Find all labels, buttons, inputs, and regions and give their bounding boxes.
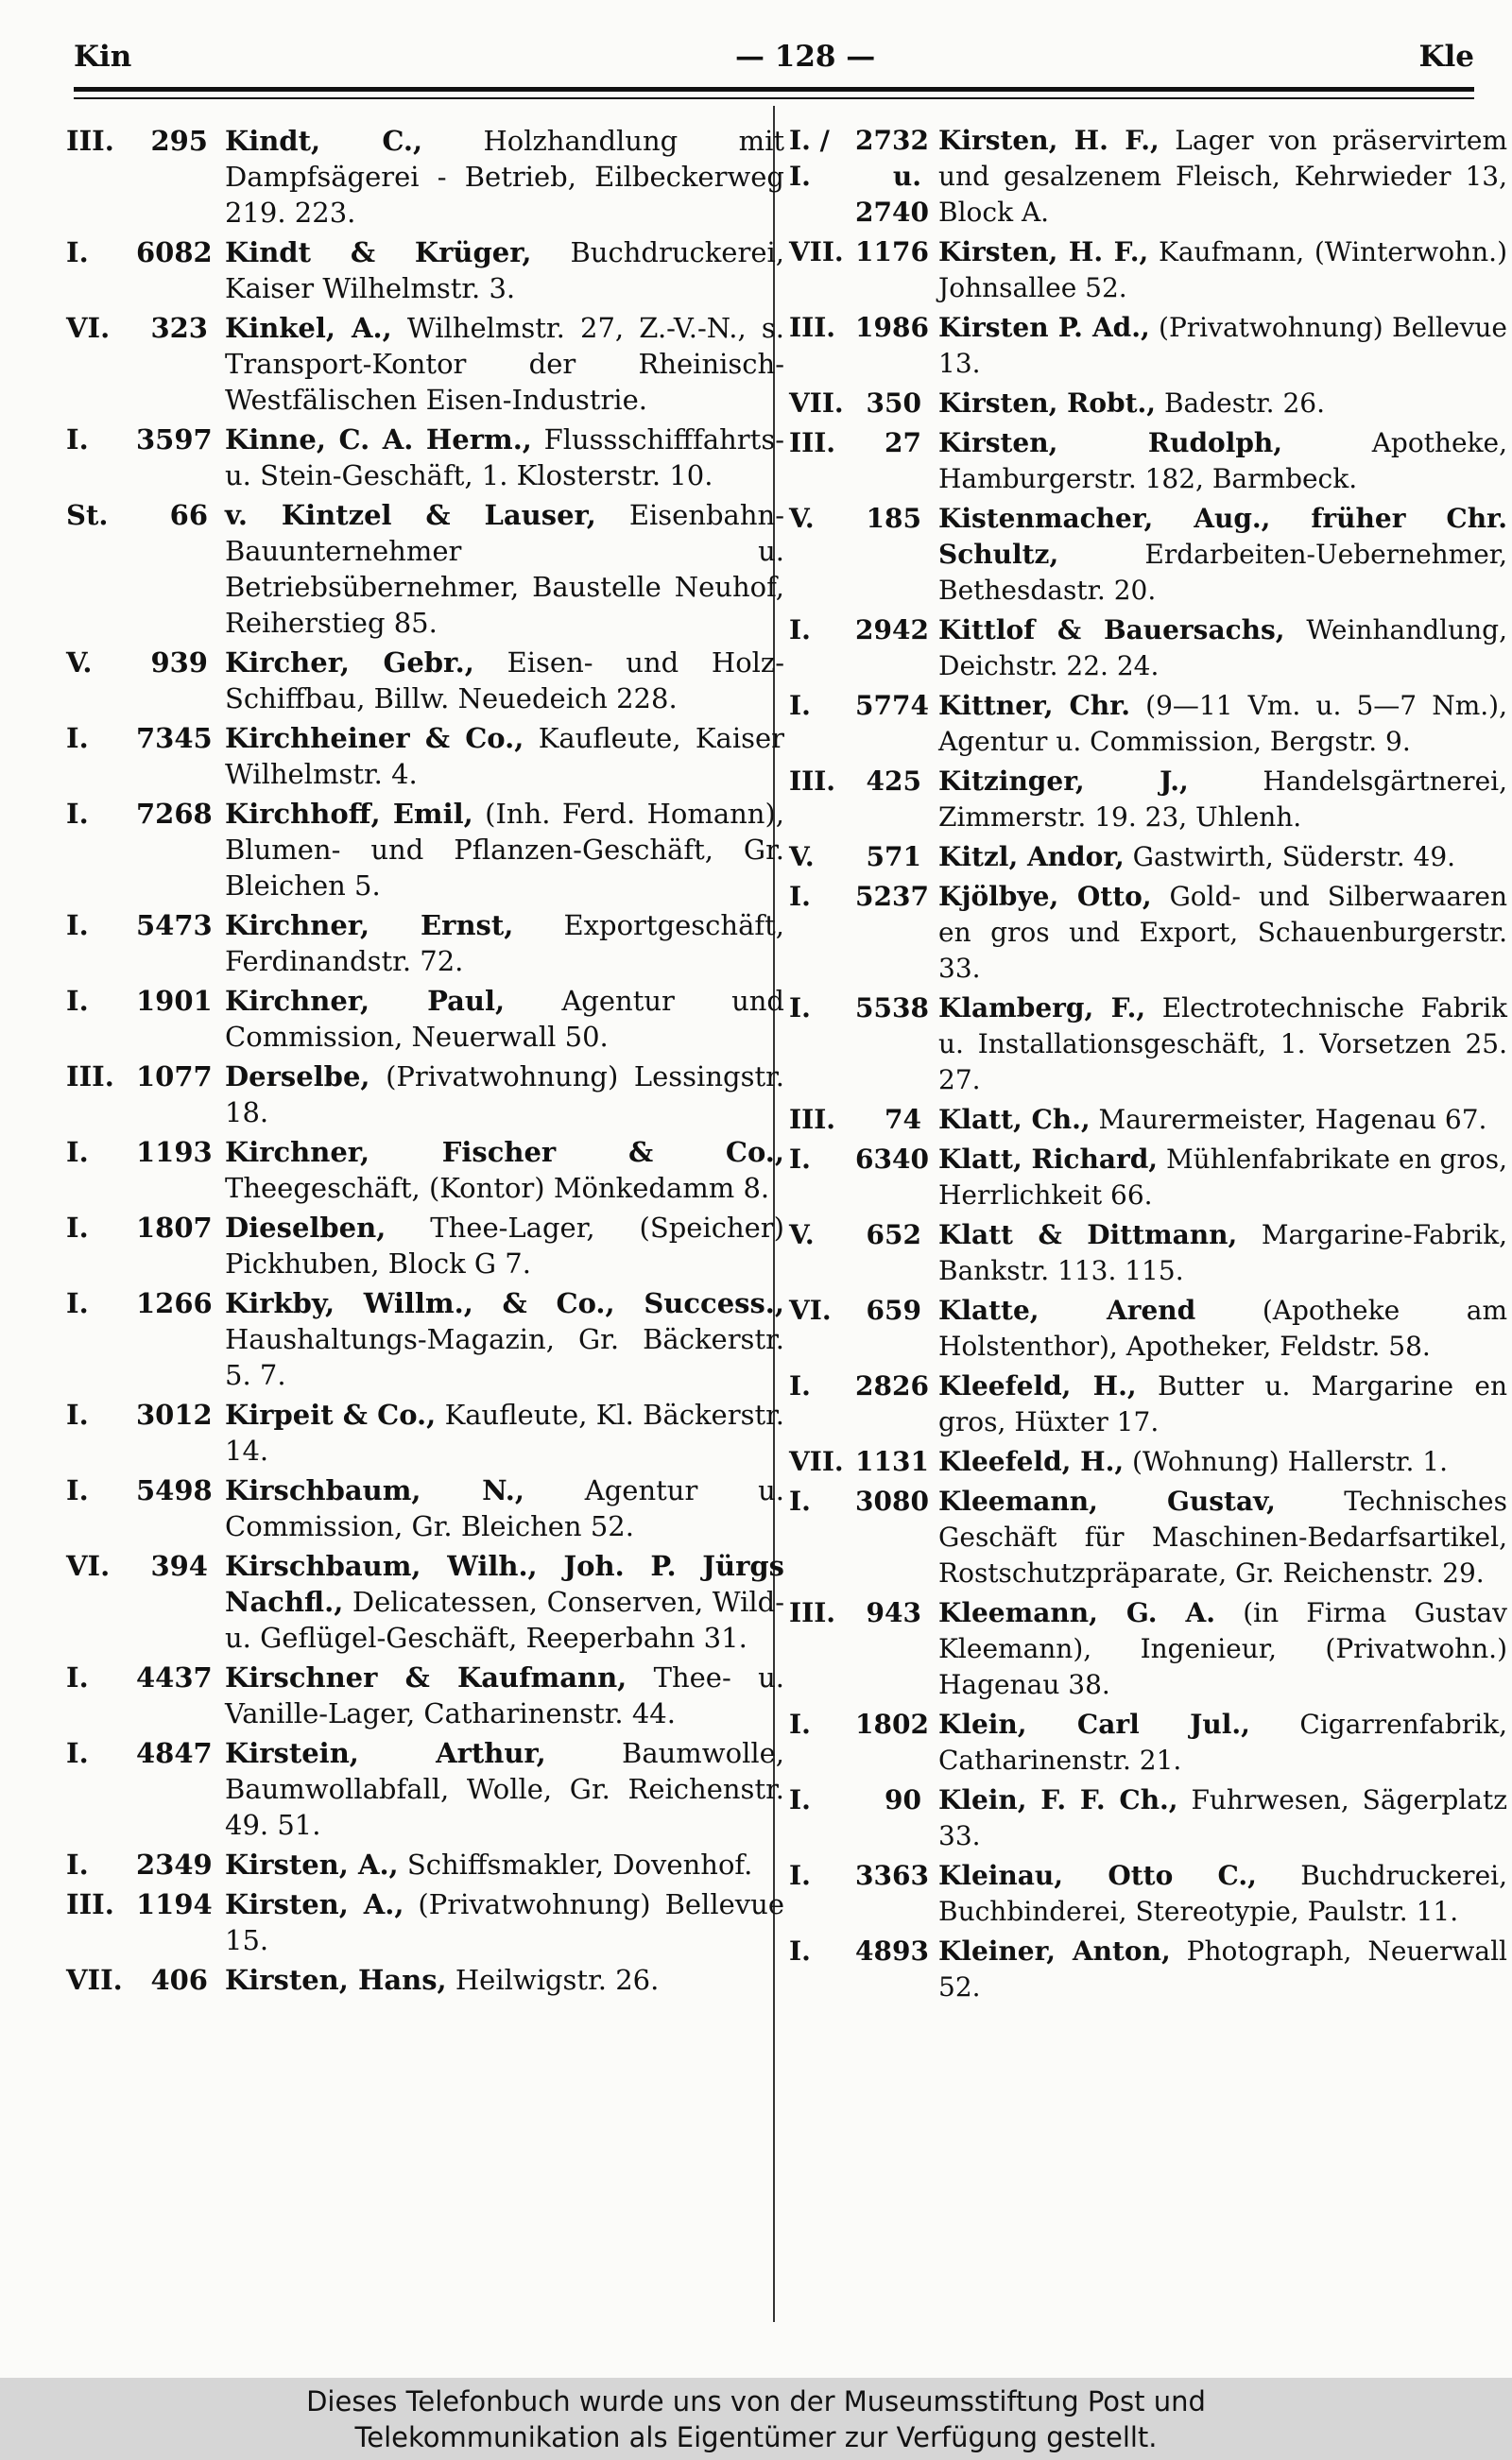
exchange-code: III. — [789, 1104, 836, 1135]
footer-line-2: Telekommunikation als Eigentümer zur Verfügung gestellt. — [354, 2421, 1158, 2453]
entry-description: Technisches Geschäft für Maschinen-Bedarfsartikel, Rostschutzpräparate, Gr. Reichenstr. 29. — [938, 1486, 1507, 1589]
directory-entry — [789, 1484, 1507, 1591]
entry-text — [225, 796, 784, 903]
entry-description: Holzhandlung mit Dampfsägerei - Betrieb, Eilbeckerweg 219. 223. — [225, 125, 785, 229]
footer-line-1: Dieses Telefonbuch wurde uns von der Museumsstiftung Post und — [306, 2385, 1206, 2417]
phone-number: 7345 — [136, 722, 213, 754]
exchange-code: V. — [66, 646, 93, 679]
phone-number: 74 — [885, 1104, 921, 1135]
exchange-code: V. — [789, 503, 815, 534]
directory-entry — [66, 1472, 784, 1544]
entry-text — [938, 688, 1507, 760]
entry-description: Lager von präservirtem und gesalzenem Fleisch, Kehrwieder 13, Block A. — [938, 125, 1507, 228]
entry-description: Fuhrwesen, Sägerplatz 33. — [938, 1784, 1507, 1851]
entry-name: Kirchhoff, Emil, — [225, 798, 473, 830]
entry-name: Kindt & Krüger, — [225, 236, 532, 268]
directory-entry — [66, 1660, 784, 1731]
exchange-code: VI. — [789, 1295, 832, 1326]
directory-entry — [789, 425, 1507, 497]
entry-name: Kleinau, Otto C., — [938, 1860, 1257, 1891]
entry-name: Kjölbye, Otto, — [938, 881, 1152, 912]
exchange-code: I. — [789, 1860, 811, 1891]
phone-number: 5237 — [855, 881, 929, 912]
entry-text — [938, 879, 1507, 987]
phone-number: 5774 — [855, 690, 929, 721]
entry-text — [938, 1707, 1507, 1779]
phone-number: 943 — [866, 1597, 921, 1628]
phone-number: 295 — [150, 125, 208, 157]
entry-text — [225, 421, 784, 493]
entry-description: (Inh. Ferd. Homann), Blumen- und Pflanzen-Geschäft, Gr. Bleichen 5. — [225, 798, 785, 902]
entry-text — [225, 310, 784, 418]
directory-entry — [66, 645, 784, 716]
directory-entry — [789, 1595, 1507, 1703]
directory-entry — [789, 764, 1507, 835]
phone-number: 652 — [866, 1219, 921, 1250]
exchange-code: VII. — [789, 1446, 844, 1477]
exchange-code: I. — [66, 1136, 89, 1168]
entry-text — [938, 386, 1507, 421]
phone-number: 2942 — [855, 614, 929, 645]
phone-number: 7268 — [136, 798, 213, 830]
exchange-code: III. — [66, 1060, 114, 1092]
entry-description: Agentur u. Commission, Gr. Bleichen 52. — [225, 1474, 785, 1542]
entry-description: Baumwolle, Baumwollabfall, Wolle, Gr. Reichenstr. 49. 51. — [225, 1737, 785, 1841]
entry-name: Kitzl, Andor, — [938, 841, 1125, 872]
exchange-code: VII. — [66, 1964, 123, 1996]
exchange-code: I. — [66, 909, 89, 941]
entry-name: Kirsten, Hans, — [225, 1964, 447, 1996]
phone-number: 1077 — [136, 1060, 213, 1092]
phone-number: 659 — [866, 1295, 921, 1326]
entry-text — [938, 425, 1507, 497]
directory-entry — [789, 1707, 1507, 1779]
entry-description: Heilwigstr. 26. — [455, 1964, 660, 1996]
directory-entry — [789, 1368, 1507, 1440]
entry-description: Gold- und Silberwaaren en gros und Export, Schauenburgerstr. 33. — [938, 881, 1508, 984]
entry-description: Thee-Lager, (Speicher) Pickhuben, Block G 7. — [225, 1212, 784, 1280]
directory-entry — [66, 234, 784, 306]
entry-description: Handelsgärtnerei, Zimmerstr. 19. 23, Uhlenh. — [938, 766, 1507, 833]
entry-name: Klein, F. F. Ch., — [938, 1784, 1178, 1815]
exchange-code: St. — [66, 499, 109, 531]
entry-name: Klatt, Ch., — [938, 1104, 1091, 1135]
entry-description: Electrotechnische Fabrik u. Installationsgeschäft, 1. Vorsetzen 25. 27. — [938, 992, 1507, 1095]
page-header — [74, 36, 1474, 81]
phone-number: 1176 — [855, 236, 929, 267]
entry-name: Kleemann, Gustav, — [938, 1486, 1276, 1517]
entry-text — [225, 234, 784, 306]
entry-description: Margarine-Fabrik, Bankstr. 113. 115. — [938, 1219, 1507, 1286]
directory-entry — [789, 386, 1507, 421]
directory-entry — [66, 907, 784, 979]
exchange-code: I. — [789, 1784, 811, 1815]
directory-entry — [66, 1962, 784, 1998]
entry-name: Kindt, C., — [225, 125, 423, 157]
entry-name: Dieselben, — [225, 1212, 387, 1244]
entry-text — [938, 1444, 1507, 1480]
entry-text — [225, 123, 784, 231]
entry-name: Kinkel, A., — [225, 312, 392, 344]
entry-name: Derselbe, — [225, 1060, 370, 1092]
entry-text — [225, 720, 784, 792]
directory-entry — [789, 1858, 1507, 1930]
directory-entry — [789, 1102, 1507, 1138]
phone-number: 323 — [150, 312, 208, 344]
directory-entry — [789, 612, 1507, 684]
phone-number: 350 — [866, 387, 921, 419]
entry-description: (Wohnung) Hallerstr. 1. — [1132, 1446, 1448, 1477]
entry-name: Kirschbaum, N., — [225, 1474, 525, 1506]
entry-text — [938, 990, 1507, 1098]
entry-name: Kirpeit & Co., — [225, 1399, 437, 1431]
entry-text — [225, 1847, 784, 1883]
entry-description: (9—11 Vm. u. 5—7 Nm.), Agentur u. Commission, Bergstr. 9. — [938, 690, 1507, 757]
directory-entry — [66, 1847, 784, 1883]
exchange-code: I. — [66, 1474, 89, 1506]
exchange-code: I. — [789, 1370, 811, 1402]
phone-number: 4893 — [855, 1935, 929, 1967]
entry-text — [225, 1210, 784, 1282]
entry-name: Klatt, Richard, — [938, 1144, 1159, 1175]
phone-number: 1131 — [855, 1446, 929, 1477]
phone-number: 2349 — [136, 1849, 213, 1881]
entry-description: Eisenbahn-Bauunternehmer u. Betriebsübernehmer, Baustelle Neuhof, Reiherstieg 85. — [225, 499, 785, 639]
exchange-code: III. — [66, 1888, 114, 1920]
phone-number: 939 — [150, 646, 208, 679]
entry-text — [225, 1548, 784, 1656]
exchange-code: I. — [66, 1661, 89, 1694]
phone-number: 1901 — [136, 985, 213, 1017]
directory-entry — [789, 688, 1507, 760]
entry-name: Kleemann, G. A. — [938, 1597, 1216, 1628]
directory-entry — [66, 1285, 784, 1393]
phone-number: 6340 — [855, 1144, 929, 1175]
exchange-code: I. — [789, 614, 811, 645]
directory-entry — [66, 1735, 784, 1843]
entry-text — [225, 1886, 784, 1958]
entry-text — [225, 1472, 784, 1544]
entry-name: Klatte, Arend — [938, 1295, 1196, 1326]
entry-name: Kirsten, A., — [225, 1849, 399, 1881]
phone-number: 1194 — [136, 1888, 213, 1920]
directory-entry — [66, 983, 784, 1055]
entry-text — [938, 234, 1507, 306]
entry-description: Maurermeister, Hagenau 67. — [1098, 1104, 1487, 1135]
entry-name: Kirkby, Willm., & Co., Success., — [225, 1287, 784, 1319]
exchange-code: I. — [66, 423, 89, 456]
entry-text — [938, 1217, 1507, 1289]
exchange-code: I. — [66, 1212, 89, 1244]
entry-text — [225, 497, 784, 641]
directory-entry — [66, 310, 784, 418]
entry-description: Cigarrenfabrik, Catharinenstr. 21. — [938, 1709, 1507, 1776]
exchange-code: V. — [789, 1219, 815, 1250]
phone-number: 1807 — [136, 1212, 213, 1244]
entry-description: Kaufleute, Kaiser Wilhelmstr. 4. — [225, 722, 785, 790]
exchange-code: VI. — [66, 312, 111, 344]
phone-number: 27 — [885, 427, 921, 458]
directory-entry — [789, 1142, 1507, 1213]
phone-number: 1802 — [855, 1709, 929, 1740]
entry-name: Kirsten, H. F., — [938, 125, 1160, 156]
exchange-code: III. — [789, 1597, 836, 1628]
directory-entry — [66, 497, 784, 641]
entry-description: Schiffsmakler, Dovenhof. — [406, 1849, 753, 1881]
exchange-code: I. — [66, 1287, 89, 1319]
header-right-keyword: Kle — [1418, 40, 1474, 74]
entry-text — [938, 501, 1507, 609]
entry-description: Photograph, Neuerwall 52. — [938, 1935, 1507, 2003]
directory-entry — [789, 1444, 1507, 1480]
entry-name: Kittner, Chr. — [938, 690, 1131, 721]
directory-entry — [789, 501, 1507, 609]
exchange-code: I. — [66, 1737, 89, 1769]
header-left-keyword: Kin — [74, 40, 132, 74]
entry-description: (Privatwohnung) Bellevue 13. — [938, 312, 1508, 379]
entry-text — [938, 1595, 1507, 1703]
entry-text — [938, 612, 1507, 684]
directory-entry — [66, 1210, 784, 1282]
entry-name: Kistenmacher, Aug., früher Chr. Schultz, — [938, 503, 1507, 570]
exchange-code: III. — [66, 125, 114, 157]
phone-number: 4437 — [136, 1661, 213, 1694]
directory-entry — [789, 310, 1507, 382]
page-number: — 128 — — [735, 40, 876, 74]
entry-name: Kirsten, Robt., — [938, 387, 1157, 419]
entry-description: Theegeschäft, (Kontor) Mönkedamm 8. — [225, 1172, 770, 1204]
entry-name: Kinne, C. A. Herm., — [225, 423, 532, 456]
directory-entry — [66, 421, 784, 493]
entry-text — [938, 1293, 1507, 1365]
directory-entry — [66, 1058, 784, 1130]
entry-text — [225, 907, 784, 979]
phone-number: 90 — [885, 1784, 921, 1815]
entry-name: v. Kintzel & Lauser, — [225, 499, 596, 531]
entry-description: Haushaltungs-Magazin, Gr. Bäckerstr. 5. 7. — [225, 1323, 784, 1391]
entry-text — [225, 1660, 784, 1731]
entry-name: Kirsten, H. F., — [938, 236, 1149, 267]
entry-description: Kaufleute, Kl. Bäckerstr. 14. — [225, 1399, 785, 1467]
phone-number: 5498 — [136, 1474, 213, 1506]
phone-number: 394 — [150, 1550, 208, 1582]
entry-text — [225, 983, 784, 1055]
exchange-code: V. — [789, 841, 815, 872]
entry-name: Kirchner, Fischer & Co., — [225, 1136, 784, 1168]
exchange-code: I. — [66, 722, 89, 754]
entry-text — [225, 645, 784, 716]
entry-text — [938, 1934, 1507, 2005]
exchange-code: III. — [789, 427, 836, 458]
directory-entry — [66, 1548, 784, 1656]
directory-entry — [789, 990, 1507, 1098]
entry-text — [938, 123, 1507, 231]
directory-entry — [66, 123, 784, 231]
entry-name: Kittlof & Bauersachs, — [938, 614, 1285, 645]
entry-name: Kleefeld, H., — [938, 1446, 1125, 1477]
entry-name: Klein, Carl Jul., — [938, 1709, 1250, 1740]
entry-text — [225, 1397, 784, 1469]
exchange-code: VII. — [789, 236, 844, 267]
entry-name: Kirchner, Paul, — [225, 985, 506, 1017]
directory-entry — [789, 123, 1507, 231]
entry-text — [225, 1285, 784, 1393]
entry-description: (in Firma Gustav Kleemann), Ingenieur, (Privatwohn.) Hagenau 38. — [938, 1597, 1508, 1700]
phone-number: 1986 — [855, 312, 929, 343]
exchange-code: I. — [66, 236, 89, 268]
entry-description: Gastwirth, Süderstr. 49. — [1132, 841, 1456, 872]
entry-text — [225, 1735, 784, 1843]
entry-name: Klatt & Dittmann, — [938, 1219, 1238, 1250]
entry-text — [938, 1484, 1507, 1591]
phone-number: 66 — [169, 499, 208, 531]
entry-description: Delicatessen, Conserven, Wild- u. Geflügel-Geschäft, Reeperbahn 31. — [225, 1586, 785, 1654]
exchange-code: I. — [789, 992, 811, 1024]
entry-description: Butter u. Margarine en gros, Hüxter 17. — [938, 1370, 1507, 1437]
phone-number: 3597 — [136, 423, 213, 456]
entry-name: Kirstein, Arthur, — [225, 1737, 546, 1769]
entry-name: Klamberg, F., — [938, 992, 1146, 1024]
exchange-code: I. — [789, 1486, 811, 1517]
phone-number: 1266 — [136, 1287, 213, 1319]
phone-number: 571 — [866, 841, 921, 872]
entry-description: (Privatwohnung) Lessingstr. 18. — [225, 1060, 785, 1128]
entry-description: Badestr. 26. — [1163, 387, 1325, 419]
entry-description: (Privatwohnung) Bellevue 15. — [225, 1888, 784, 1956]
entry-description: Erdarbeiten-Uebernehmer, Bethesdastr. 20. — [938, 539, 1507, 606]
left-column — [66, 123, 784, 2002]
phone-number: 406 — [150, 1964, 208, 1996]
entry-description: Weinhandlung, Deichstr. 22. 24. — [938, 614, 1507, 681]
entry-text — [938, 764, 1507, 835]
exchange-code: I. — [66, 1849, 89, 1881]
exchange-code: VI. — [66, 1550, 111, 1582]
directory-entry — [789, 1293, 1507, 1365]
entry-text — [938, 1368, 1507, 1440]
exchange-code: I. — [789, 1935, 811, 1967]
entry-name: Kirchner, Ernst, — [225, 909, 514, 941]
entry-name: Kleefeld, H., — [938, 1370, 1137, 1402]
exchange-code: I. — [789, 1144, 811, 1175]
entry-description: Mühlenfabrikate en gros, Herrlichkeit 66. — [938, 1144, 1507, 1211]
directory-entry — [66, 1886, 784, 1958]
directory-entry — [789, 839, 1507, 875]
entry-description: Exportgeschäft, Ferdinandstr. 72. — [225, 909, 784, 977]
directory-entry — [66, 1134, 784, 1206]
directory-entry — [789, 879, 1507, 987]
entry-text — [938, 1102, 1507, 1138]
exchange-code: I. — [789, 1709, 811, 1740]
entry-text — [938, 839, 1507, 875]
phone-number: 3012 — [136, 1399, 213, 1431]
exchange-code: I. — [66, 798, 89, 830]
directory-entry — [789, 234, 1507, 306]
exchange-code: I. — [789, 690, 811, 721]
entry-name: Kircher, Gebr., — [225, 646, 474, 679]
entry-name: Kleiner, Anton, — [938, 1935, 1171, 1967]
entry-description: Flussschifffahrts- u. Stein-Geschäft, 1. Klosterstr. 10. — [225, 423, 785, 491]
exchange-code: VII. — [789, 387, 844, 419]
entry-name: Kirschbaum, Wilh., Joh. P. Jürgs Nachfl., — [225, 1550, 784, 1618]
header-rule-thin — [74, 97, 1474, 99]
entry-description: Kaufmann, (Winterwohn.) Johnsallee 52. — [938, 236, 1507, 303]
exchange-code: I. — [789, 881, 811, 912]
entry-name: Kirchheiner & Co., — [225, 722, 524, 754]
phone-number: 2732 u. 2740 — [855, 125, 929, 228]
exchange-code: I. — [66, 985, 89, 1017]
exchange-code: I. — [66, 1399, 89, 1431]
phone-number: 3080 — [855, 1486, 929, 1517]
exchange-code: I. / I. — [789, 125, 830, 192]
entry-name: Kirsten P. Ad., — [938, 312, 1150, 343]
entry-description: Wilhelmstr. 27, Z.-V.-N., s. Transport-Kontor der Rheinisch-Westfälischen Eisen-Industrie. — [225, 312, 784, 416]
phone-number: 185 — [866, 503, 921, 534]
phone-number: 4847 — [136, 1737, 213, 1769]
entry-description: Thee- u. Vanille-Lager, Catharinenstr. 44. — [225, 1661, 784, 1729]
entry-name: Kirsten, Rudolph, — [938, 427, 1283, 458]
entry-text — [938, 1858, 1507, 1930]
phone-number: 1193 — [136, 1136, 213, 1168]
header-rule-thick — [74, 87, 1474, 92]
entry-text — [225, 1058, 784, 1130]
entry-description: Buchdruckerei, Kaiser Wilhelmstr. 3. — [225, 236, 784, 304]
footer-notice — [0, 2378, 1512, 2460]
directory-entry — [66, 1397, 784, 1469]
directory-entry — [66, 796, 784, 903]
entry-name: Kirschner & Kaufmann, — [225, 1661, 627, 1694]
directory-entry — [789, 1217, 1507, 1289]
entry-text — [938, 1782, 1507, 1854]
directory-entry — [789, 1782, 1507, 1854]
phone-number: 5538 — [855, 992, 929, 1024]
phone-number: 425 — [866, 766, 921, 797]
directory-entry — [66, 720, 784, 792]
entry-text — [225, 1134, 784, 1206]
entry-name: Kitzinger, J., — [938, 766, 1189, 797]
exchange-code: III. — [789, 312, 836, 343]
entry-name: Kirsten, A., — [225, 1888, 404, 1920]
entry-description: Buchdruckerei, Buchbinderei, Stereotypie, Paulstr. 11. — [938, 1860, 1507, 1927]
entry-description: (Apotheke am Holstenthor), Apotheker, Feldstr. 58. — [938, 1295, 1507, 1362]
phone-number: 5473 — [136, 909, 213, 941]
entry-description: Eisen- und Holz-Schiffbau, Billw. Neuedeich 228. — [225, 646, 784, 714]
exchange-code: III. — [789, 766, 836, 797]
phone-number: 3363 — [855, 1860, 929, 1891]
entry-text — [225, 1962, 784, 1998]
entry-description: Apotheke, Hamburgerstr. 182, Barmbeck. — [938, 427, 1507, 494]
directory-entry — [789, 1934, 1507, 2005]
entry-text — [938, 310, 1507, 382]
phone-number: 2826 — [855, 1370, 929, 1402]
entry-description: Agentur und Commission, Neuerwall 50. — [225, 985, 784, 1053]
right-column — [789, 123, 1507, 2009]
phone-number: 6082 — [136, 236, 213, 268]
entry-text — [938, 1142, 1507, 1213]
